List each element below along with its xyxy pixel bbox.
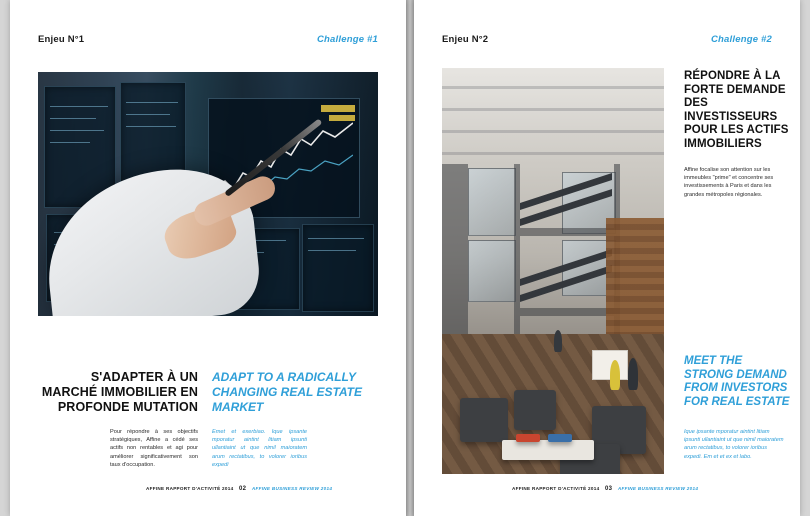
office-interior-illustration [442, 68, 664, 474]
left-page [10, 0, 406, 516]
mezzanine-deck [520, 308, 614, 316]
ceiling [442, 68, 664, 164]
person-figure [610, 360, 620, 390]
right-page-footer [512, 486, 698, 494]
chart-tag [321, 105, 355, 112]
left-headline-en: ADAPT TO A RADICALLY CHANGING REAL ESTATE MARKET [212, 370, 363, 414]
screen-line [308, 238, 364, 239]
screen-line [308, 250, 356, 251]
screen-line [50, 130, 104, 131]
chart-tag [329, 115, 355, 121]
right-page-header [414, 34, 800, 50]
left-page-header [10, 34, 406, 50]
person-figure [628, 358, 638, 390]
footer-title-fr: AFFINE RAPPORT D'ACTIVITÉ 2014 [146, 486, 234, 491]
right-header-challenge-label: Challenge #2 [710, 34, 772, 45]
glass-panel [468, 168, 516, 236]
lounge-chair [460, 398, 508, 442]
screen-line [50, 106, 108, 107]
ceiling-beam [442, 152, 664, 155]
footer-title-fr: AFFINE RAPPORT D'ACTIVITÉ 2014 [512, 486, 600, 491]
magazine [516, 434, 540, 442]
screen-line [50, 142, 90, 143]
ceiling-beam [442, 86, 664, 89]
right-headline-en: MEET THE STRONG DEMAND FROM INVESTORS FOR REAL ESTATE [684, 355, 790, 408]
page-number: 02 [239, 486, 247, 492]
page-number: 03 [605, 486, 613, 492]
left-headline-fr: S'ADAPTER À UN MARCHÉ IMMOBILIER EN PROFONDE MUTATION [41, 370, 198, 414]
office-atrium-photo [442, 68, 664, 474]
screen-line [50, 118, 96, 119]
right-body-fr: Affine focalise son attention sur les immeubles "prime" et concentre ses investissements à Paris et dans les grandes métropoles régionales. [684, 167, 774, 198]
coffee-table [502, 440, 594, 460]
ceiling-beam [442, 108, 664, 111]
left-body-fr: Pour répondre à ses objectifs stratégiques, Affine a cédé ses actifs non rentables et agi pour améliorer significativement son taux d'occupation. [110, 429, 198, 468]
footer-title-en: AFFINE BUSINESS REVIEW 2014 [617, 486, 699, 491]
trading-screens-photo [38, 72, 378, 316]
left-header-enjeu-label: Enjeu N°1 [38, 34, 85, 45]
left-header-challenge-label: Challenge #1 [316, 34, 378, 45]
left-page-footer [146, 486, 332, 494]
screen-line [126, 102, 178, 103]
wall-left [442, 164, 468, 344]
magazine [548, 434, 572, 442]
ceiling-beam [442, 130, 664, 133]
trading-floor-illustration [38, 72, 378, 316]
screen-line [126, 114, 170, 115]
spread-gutter [406, 0, 414, 516]
right-body-en: Ique ipsante mporatur aintint litiam ipsunti ullantiaint ut que nimil maioratem arum rectatibus, to volorer ioribus expedi. Em et et ex et labo. [684, 429, 784, 460]
right-page [414, 0, 800, 516]
footer-title-en: AFFINE BUSINESS REVIEW 2014 [251, 486, 333, 491]
right-header-enjeu-label: Enjeu N°2 [442, 34, 489, 45]
right-headline-fr: RÉPONDRE À LA FORTE DEMANDE DES INVESTISSEURS POUR LES ACTIFS IMMOBILIERS [684, 70, 789, 150]
person-figure [554, 330, 562, 352]
left-body-en: Emet et exerbiao. Ique ipsante mporatur aintint litiam ipsunti ullantiaint ut que nimil maioratem arum rectatibus, to volorer ioribus expedi [212, 429, 307, 468]
glass-panel [468, 240, 516, 302]
mezzanine-deck [520, 228, 614, 236]
lounge-chair [514, 390, 556, 430]
screen-line [126, 126, 176, 127]
